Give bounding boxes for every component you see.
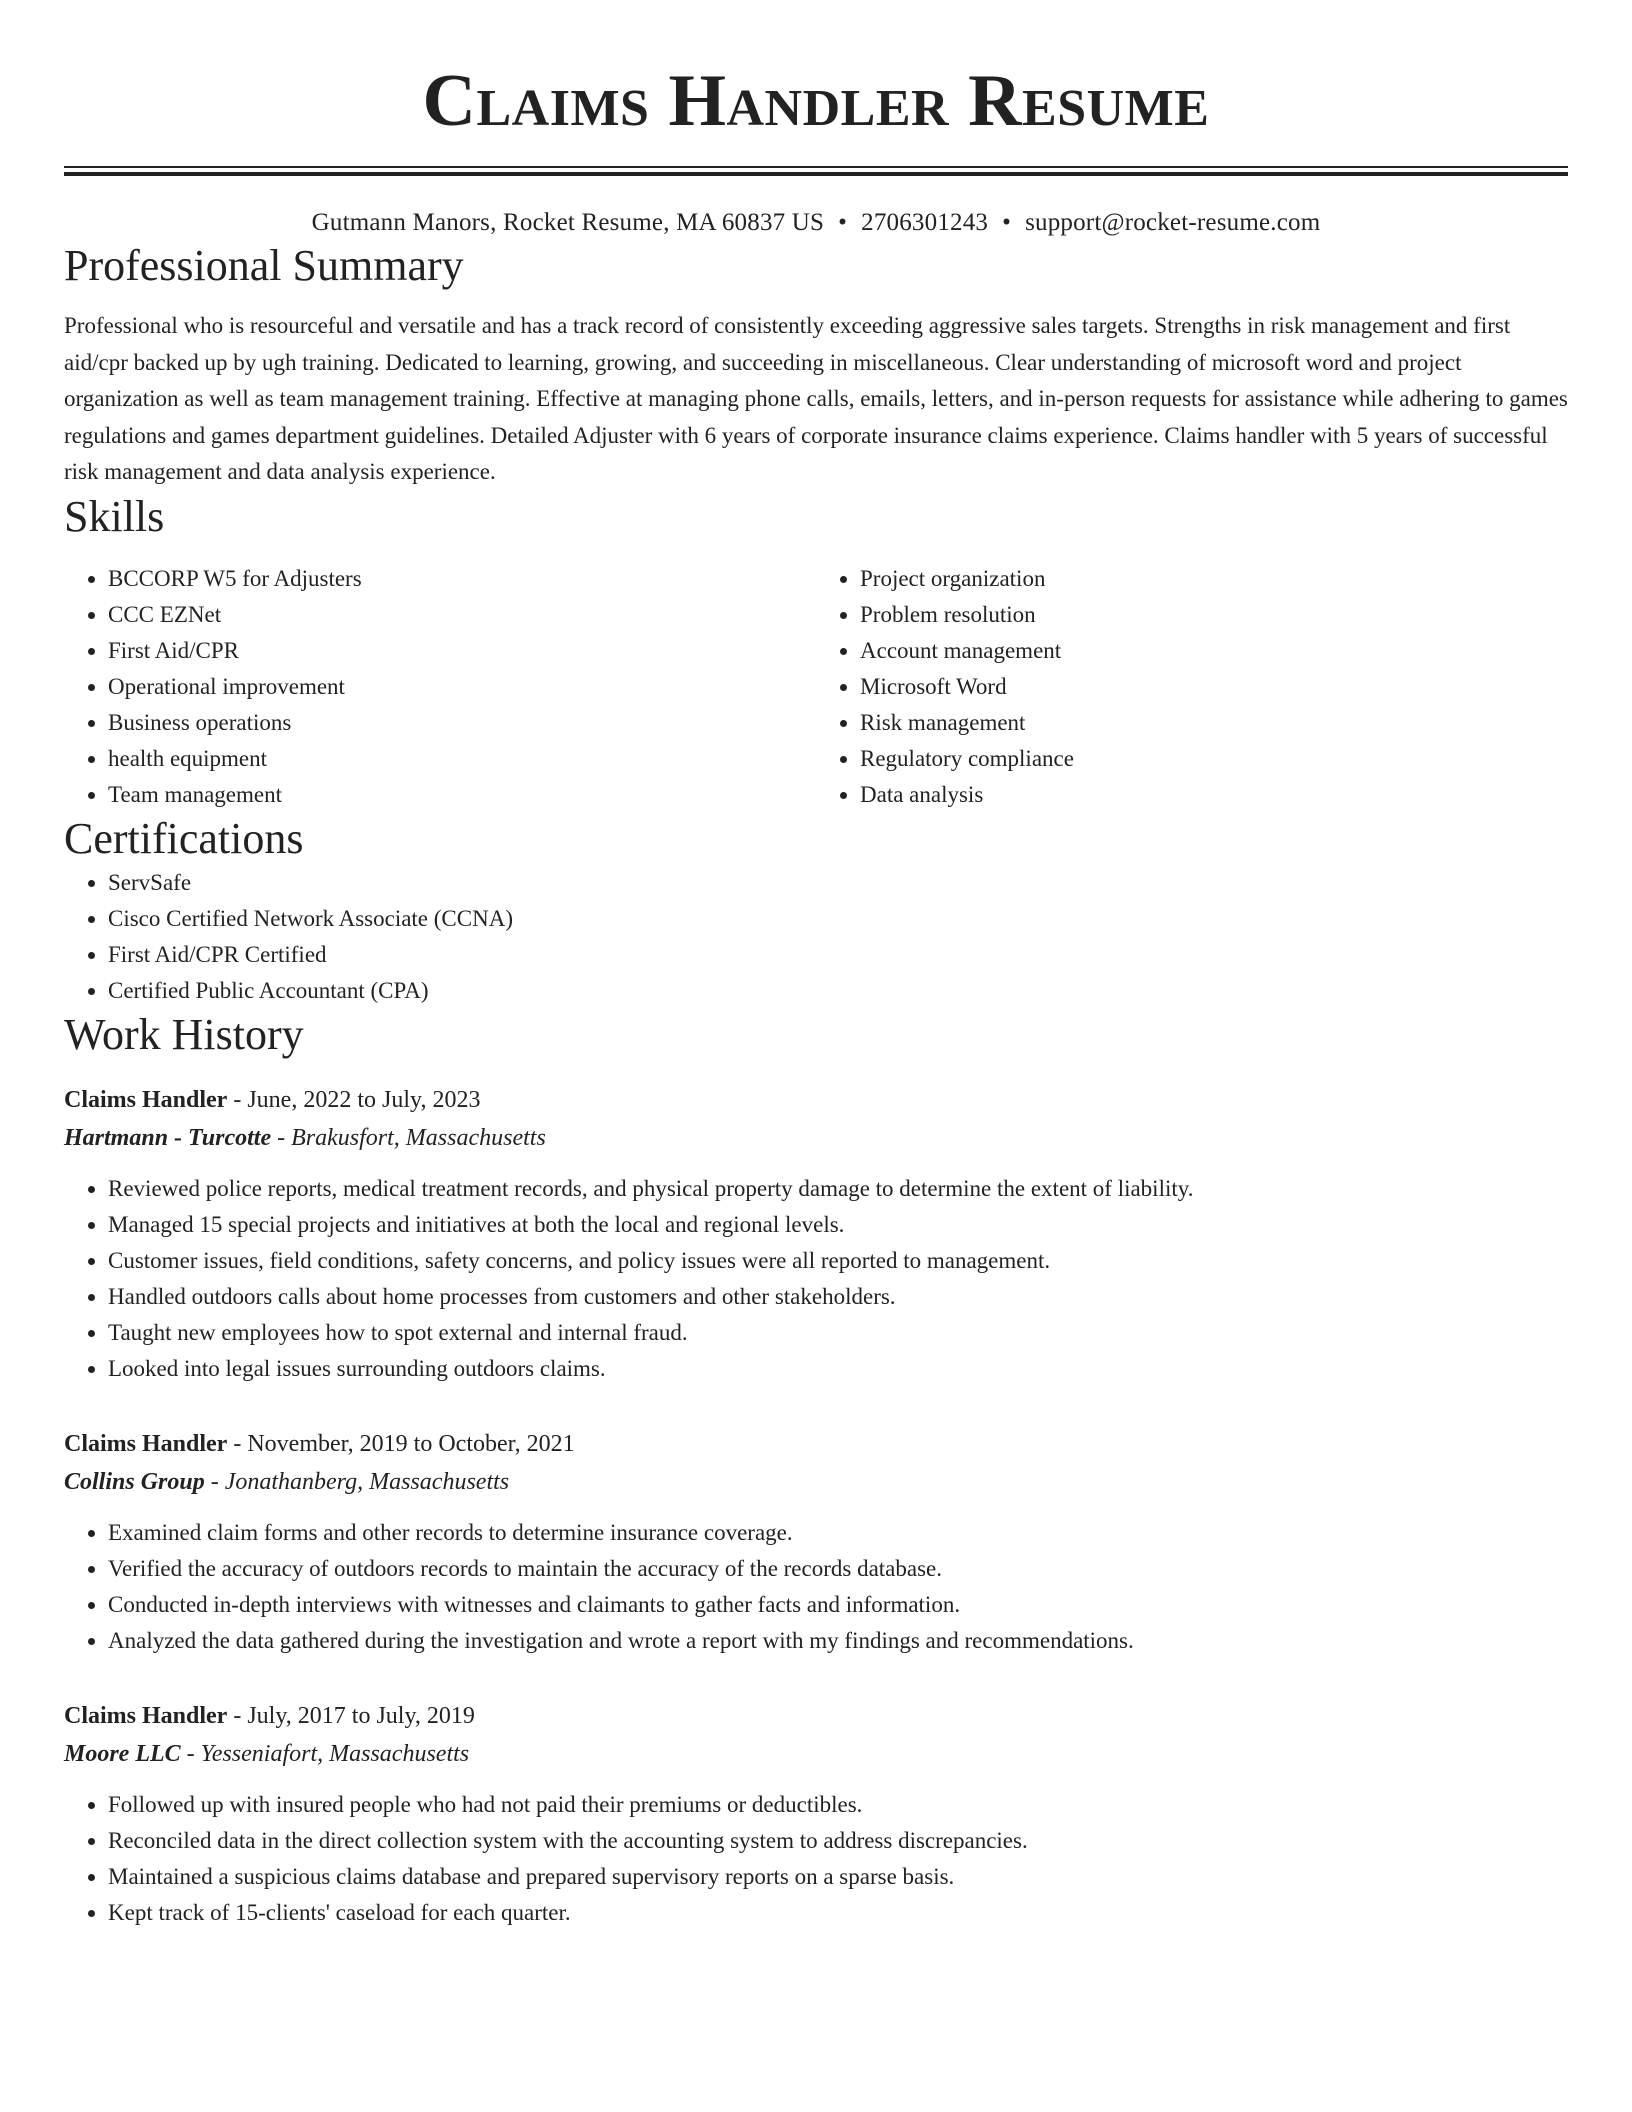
skill-item: • Business operations [108,705,816,741]
job-entry [64,1425,1568,1659]
skill-item: • First Aid/CPR [108,633,816,669]
job-employer-line [64,1119,1568,1157]
job-duties [64,1515,1568,1659]
skill-item: • Project organization [860,561,1568,597]
job-duty: • Reconciled data in the direct collection system with the accounting system to address discrepancies. [108,1823,1568,1859]
work-history-heading: Work History [64,1009,304,1059]
skill-item: • BCCORP W5 for Adjusters [108,561,816,597]
job-location: - Brakusfort, Massachusetts [271,1124,546,1151]
skill-item: • Team management [108,777,816,813]
contact-phone: 2706301243 [861,209,989,236]
job-duty: • Followed up with insured people who had not paid their premiums or deductibles. [108,1787,1568,1823]
job-entry [64,1697,1568,1931]
job-dates: - July, 2017 to July, 2019 [227,1702,475,1729]
skill-item: • health equipment [108,741,816,777]
skills-list-right [816,561,1568,813]
certification-item: • Certified Public Accountant (CPA) [108,973,1568,1009]
job-employer-line [64,1463,1568,1501]
job-dates: - June, 2022 to July, 2023 [227,1086,481,1113]
certification-item: • First Aid/CPR Certified [108,937,1568,973]
job-duties [64,1171,1568,1387]
certifications-heading: Certifications [64,813,304,863]
job-title-line [64,1697,1568,1735]
title-divider [64,166,1568,176]
job-role: Claims Handler [64,1086,228,1113]
job-title-line [64,1425,1568,1463]
summary-heading: Professional Summary [64,241,464,290]
skill-item: • Operational improvement [108,669,816,705]
job-entry [64,1081,1568,1387]
job-duty: • Verified the accuracy of outdoors records to maintain the accuracy of the records database. [108,1551,1568,1587]
job-company: Moore LLC [64,1740,181,1767]
job-duty: • Looked into legal issues surrounding outdoors claims. [108,1351,1568,1387]
job-location: - Yesseniafort, Massachusetts [180,1740,470,1767]
summary-text: Professional who is resourceful and versatile and has a track record of consistently exceeding aggressive sales targets. Strengths in risk management and first aid/cpr backed up by ugh training. Dedicated to learning, growing, and succeeding in miscellaneous. Clear understanding of microsoft word and project organization as well as team management training. Effective at managing phone calls, emails, letters, and in-person requests for assistance while adhering to games regulations and games department guidelines. Detailed Adjuster with 6 years of corporate insurance claims experience. Claims handler with 5 years of successful risk management and data analysis experience. [64,313,1568,484]
contact-separator: • [838,209,848,236]
skill-item: • Microsoft Word [860,669,1568,705]
job-role: Claims Handler [64,1430,228,1457]
job-duty: • Customer issues, field conditions, safety concerns, and policy issues were all reported to management. [108,1243,1568,1279]
job-duties [64,1787,1568,1931]
job-dates: - November, 2019 to October, 2021 [227,1430,575,1457]
resume-title: Claims Handler Resume [422,60,1210,142]
skill-item: • Regulatory compliance [860,741,1568,777]
job-duty: • Taught new employees how to spot external and internal fraud. [108,1315,1568,1351]
job-duty: • Conducted in-depth interviews with witnesses and claimants to gather facts and information. [108,1587,1568,1623]
job-title-line [64,1081,1568,1119]
contact-separator: • [1002,209,1012,236]
job-location: - Jonathanberg, Massachusetts [204,1468,510,1495]
contact-email: support@rocket-resume.com [1025,209,1321,236]
skill-item: • Risk management [860,705,1568,741]
skill-item: • CCC EZNet [108,597,816,633]
job-duty: • Examined claim forms and other records to determine insurance coverage. [108,1515,1568,1551]
certifications-list [64,865,1568,1009]
skills-heading: Skills [64,491,165,541]
skills-list-left [64,561,816,813]
job-duty: • Handled outdoors calls about home processes from customers and other stakeholders. [108,1279,1568,1315]
certification-item: • Cisco Certified Network Associate (CCNA) [108,901,1568,937]
job-company: Hartmann - Turcotte [64,1124,272,1151]
job-company: Collins Group [64,1468,205,1495]
job-duty: • Reviewed police reports, medical treatment records, and physical property damage to determine the extent of liability. [108,1171,1568,1207]
contact-address: Gutmann Manors, Rocket Resume, MA 60837 US [311,209,825,236]
job-duty: • Kept track of 15-clients' caseload for each quarter. [108,1895,1568,1931]
job-role: Claims Handler [64,1702,228,1729]
certification-item: • ServSafe [108,865,1568,901]
job-employer-line [64,1735,1568,1773]
skill-item: • Problem resolution [860,597,1568,633]
skills-columns [64,561,1568,813]
skill-item: • Data analysis [860,777,1568,813]
job-duty: • Analyzed the data gathered during the investigation and wrote a report with my findings and recommendations. [108,1623,1568,1659]
skill-item: • Account management [860,633,1568,669]
job-duty: • Managed 15 special projects and initiatives at both the local and regional levels. [108,1207,1568,1243]
contact-line [64,206,1568,240]
job-duty: • Maintained a suspicious claims database and prepared supervisory reports on a sparse basis. [108,1859,1568,1895]
